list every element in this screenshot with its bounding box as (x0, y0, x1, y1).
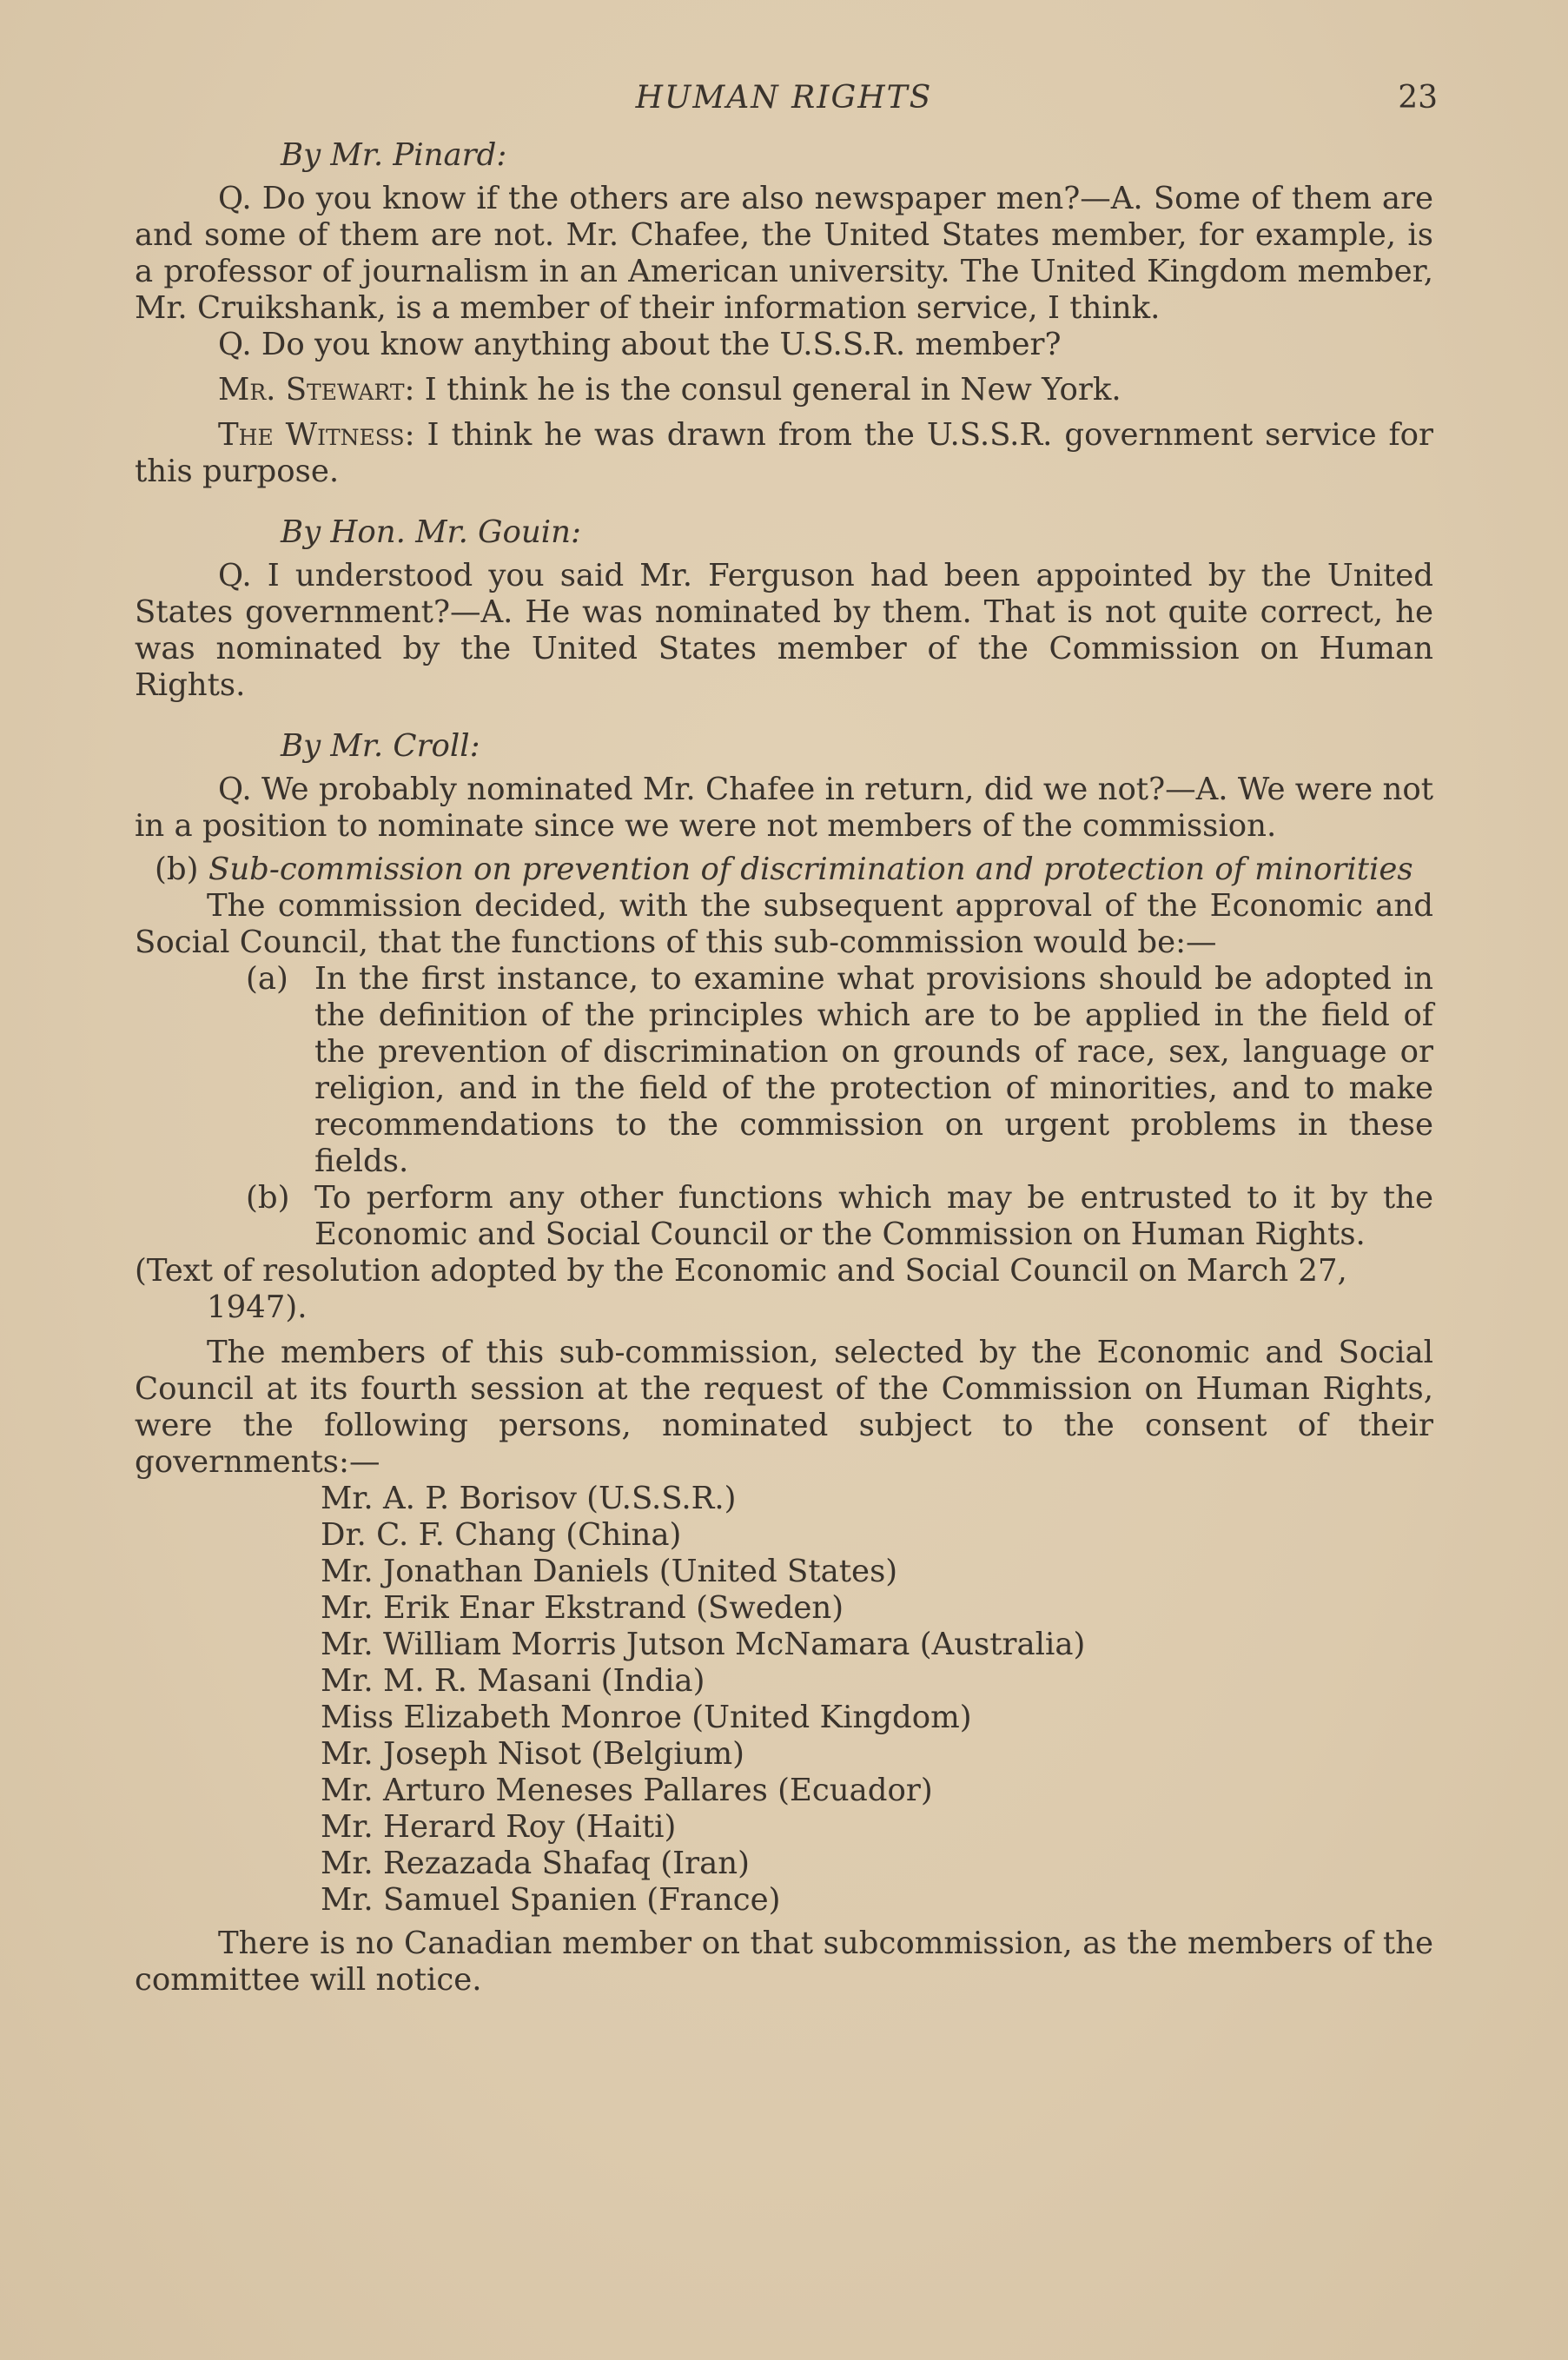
list-item: Mr. Joseph Nisot (Belgium) (321, 1736, 745, 1772)
function-item (246, 961, 1433, 1180)
subcommission-title: Sub-commission on prevention of discrimination and protection of minorities (208, 852, 1413, 887)
question: Q. Do you know anything about the U.S.S.R. member? (218, 327, 1062, 362)
examiner-heading-gouin: By Hon. Mr. Gouin: (281, 514, 581, 550)
examiner-heading-croll: By Mr. Croll: (281, 728, 480, 764)
page-number: 23 (1398, 80, 1438, 116)
speaker-name: Mr. Stewart: (218, 372, 415, 408)
page-body (135, 130, 1433, 1999)
item-text: To perform any other functions which may be entrusted to it by the Economic and Social Council or the Commission on Human Rights. (314, 1180, 1433, 1252)
list-item: Mr. M. R. Masani (India) (321, 1663, 705, 1699)
list-item: Mr. Erik Enar Ekstrand (Sweden) (321, 1590, 844, 1626)
speaker-name: The Witness: (218, 417, 415, 453)
list-item: Dr. C. F. Chang (China) (321, 1517, 682, 1553)
question-answer: Q. I understood you said Mr. Ferguson had been appointed by the United States government?—A. He was nominated by them. That is not quite correct, he was nominated by the United States member of the Commission on Human Rights. (135, 558, 1433, 703)
subcommission-heading (135, 852, 1433, 888)
list-item: Mr. Samuel Spanien (France) (321, 1882, 781, 1918)
list-item: Mr. Arturo Meneses Pallares (Ecuador) (321, 1773, 933, 1808)
list-item: Mr. Jonathan Daniels (United States) (321, 1554, 898, 1589)
running-head (0, 76, 1568, 120)
list-item: Mr. A. P. Borisov (U.S.S.R.) (321, 1481, 737, 1516)
speaker-statement (135, 372, 1433, 408)
list-item: Mr. Rezazada Shafaq (Iran) (321, 1846, 751, 1881)
statement-text: I think he was drawn from the U.S.S.R. government service for this purpose. (135, 417, 1433, 489)
function-item (246, 1180, 1433, 1253)
running-title: HUMAN RIGHTS (635, 80, 933, 116)
statement-text: I think he is the consul general in New York. (414, 372, 1121, 408)
item-label: (b) (246, 1180, 290, 1216)
section-label: (b) (155, 852, 199, 887)
list-item: Miss Elizabeth Monroe (United Kingdom) (321, 1700, 972, 1735)
list-item: Mr. William Morris Jutson McNamara (Australia) (321, 1627, 1086, 1662)
question-answer: Q. Do you know if the others are also newspaper men?—A. Some of them are and some of them are not. Mr. Chafee, the United States member, for example, is a professor of journalism in an American university. The United Kingdom member, Mr. Cruikshank, is a member of their information service, I think. (135, 181, 1433, 326)
item-text: In the first instance, to examine what provisions should be adopted in the definition of the principles which are to be applied in the field of the prevention of discrimination on grounds of race, sex, language or religion, and in the field of the protection of minorities, and to make recommendations to the commission on urgent problems in these fields. (314, 961, 1433, 1179)
witness-statement (135, 417, 1433, 490)
functions-intro: The commission decided, with the subsequent approval of the Economic and Social Council, that the functions of this sub-commission would be:— (135, 888, 1433, 960)
item-label: (a) (246, 961, 288, 997)
closing-paragraph: There is no Canadian member on that subcommission, as the members of the committee will notice. (135, 1926, 1433, 1998)
examiner-heading-pinard: By Mr. Pinard: (281, 137, 507, 173)
resolution-citation: (Text of resolution adopted by the Economic and Social Council on March 27, 1947). (135, 1253, 1347, 1325)
members-list (321, 1481, 1433, 1919)
members-intro: The members of this sub-commission, selected by the Economic and Social Council at its fourth session at the request of the Commission on Human Rights, were the following persons, nominated subject to the consent of their governments:— (135, 1335, 1433, 1480)
question-answer: Q. We probably nominated Mr. Chafee in return, did we not?—A. We were not in a position to nominate since we were not members of the commission. (135, 772, 1433, 844)
list-item: Mr. Herard Roy (Haiti) (321, 1809, 677, 1845)
